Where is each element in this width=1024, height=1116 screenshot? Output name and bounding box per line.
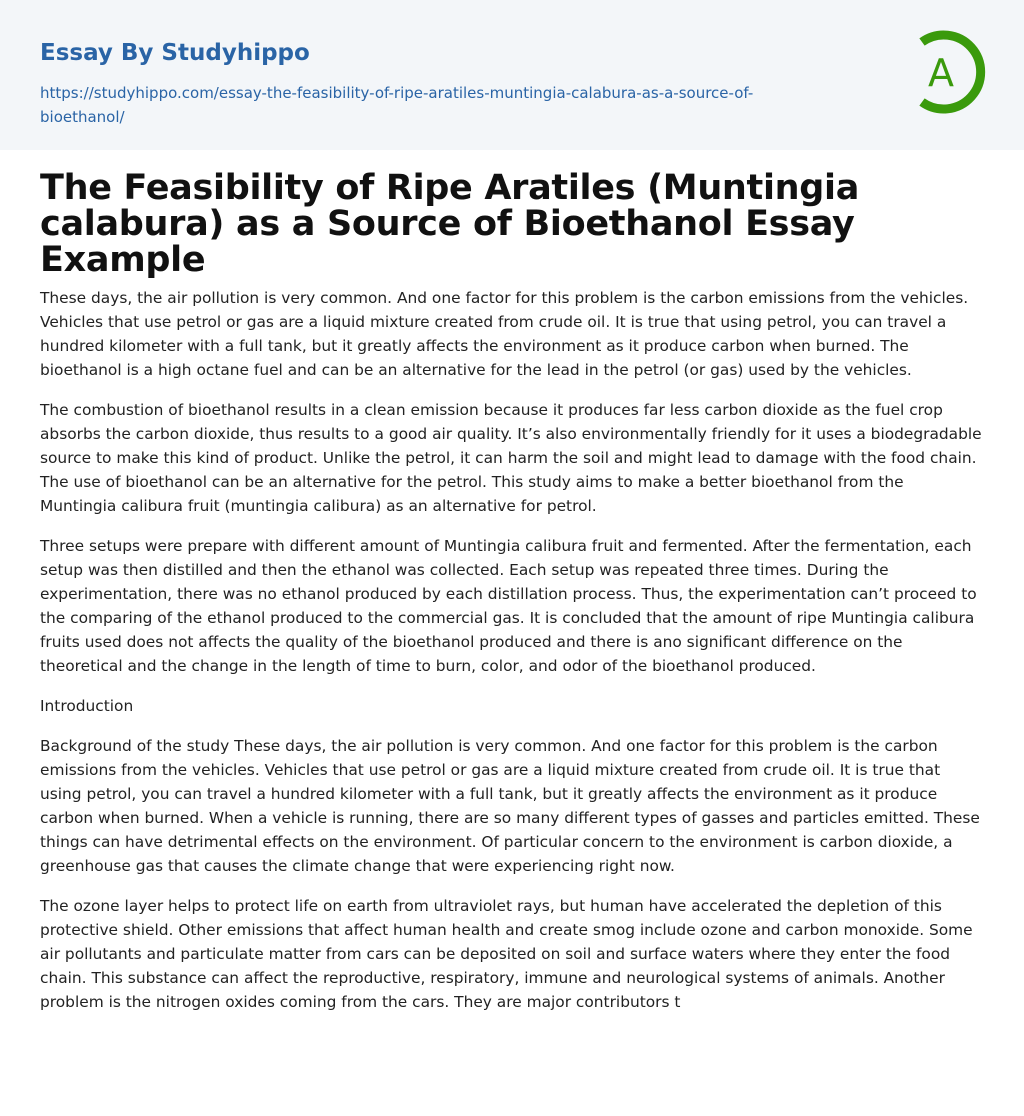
paragraph: Three setups were prepare with different amount of Muntingia calibura fruit and fermented. After the fermentation, each setup was then distilled and then the ethanol was collected. Each setup was repeated three times. During the experimentation, there was no ethanol produced by each distillation process. Thus, the experimentation can’t proceed to the comparing of the ethanol produced to the commercial gas. It is concluded that the amount of ripe Muntingia calibura fruits used does not affects the quality of the bioethanol produced and there is ano significant difference on the theoretical and the change in the length of time to burn, color, and odor of the bioethanol produced. <box>40 537 977 675</box>
article <box>0 150 1024 1014</box>
site-header <box>0 0 1024 150</box>
paragraph: The ozone layer helps to protect life on earth from ultraviolet rays, but human have accelerated the depletion of this protective shield. Other emissions that affect human health and create smog include ozone and carbon monoxide. Some air pollutants and particulate matter from cars can be deposited on soil and surface waters where they enter the food chain. This substance can affect the reproductive, respiratory, immune and neurological systems of animals. Another problem is the nitrogen oxides coming from the cars. They are major contributors t <box>40 897 973 1011</box>
paragraph: Background of the study These days, the air pollution is very common. And one factor for this problem is the carbon emissions from the vehicles. Vehicles that use petrol or gas are a liquid mixture created from crude oil. It is true that using petrol, you can travel a hundred kilometer with a full tank, but it greatly affects the environment as it produce carbon when burned. When a vehicle is running, there are so many different types of gasses and particles emitted. These things can have detrimental effects on the environment. Of particular concern to the environment is carbon dioxide, a greenhouse gas that causes the climate change that were experiencing right now. <box>40 737 980 875</box>
essay-url-link[interactable]: https://studyhippo.com/essay-the-feasibility-of-ripe-aratiles-muntingia-calabura-as-a-source-of-bioethanol/ <box>40 84 754 126</box>
paragraph: The combustion of bioethanol results in a clean emission because it produces far less carbon dioxide as the fuel crop absorbs the carbon dioxide, thus results to a good air quality. It’s also environmentally friendly for it uses a biodegradable source to make this kind of product. Unlike the petrol, it can harm the soil and might lead to damage with the food chain. The use of bioethanol can be an alternative for the petrol. This study aims to make a better bioethanol from the Muntingia calibura fruit (muntingia calibura) as an alternative for petrol. <box>40 401 982 515</box>
article-title: The Feasibility of Ripe Aratiles (Muntingia calabura) as a Source of Bioethanol Essay Example <box>40 168 860 280</box>
brand-title: Essay By Studyhippo <box>40 40 310 66</box>
section-heading-introduction: Introduction <box>40 697 134 715</box>
paragraph: These days, the air pollution is very common. And one factor for this problem is the carbon emissions from the vehicles. Vehicles that use petrol or gas are a liquid mixture created from crude oil. It is true that using petrol, you can travel a hundred kilometer with a full tank, but it greatly affects the environment as it produce carbon when burned. The bioethanol is a high octane fuel and can be an alternative for the lead in the petrol (or gas) used by the vehicles. <box>40 289 969 379</box>
logo-letter: A <box>928 51 954 95</box>
studyhippo-logo-icon <box>910 28 988 116</box>
